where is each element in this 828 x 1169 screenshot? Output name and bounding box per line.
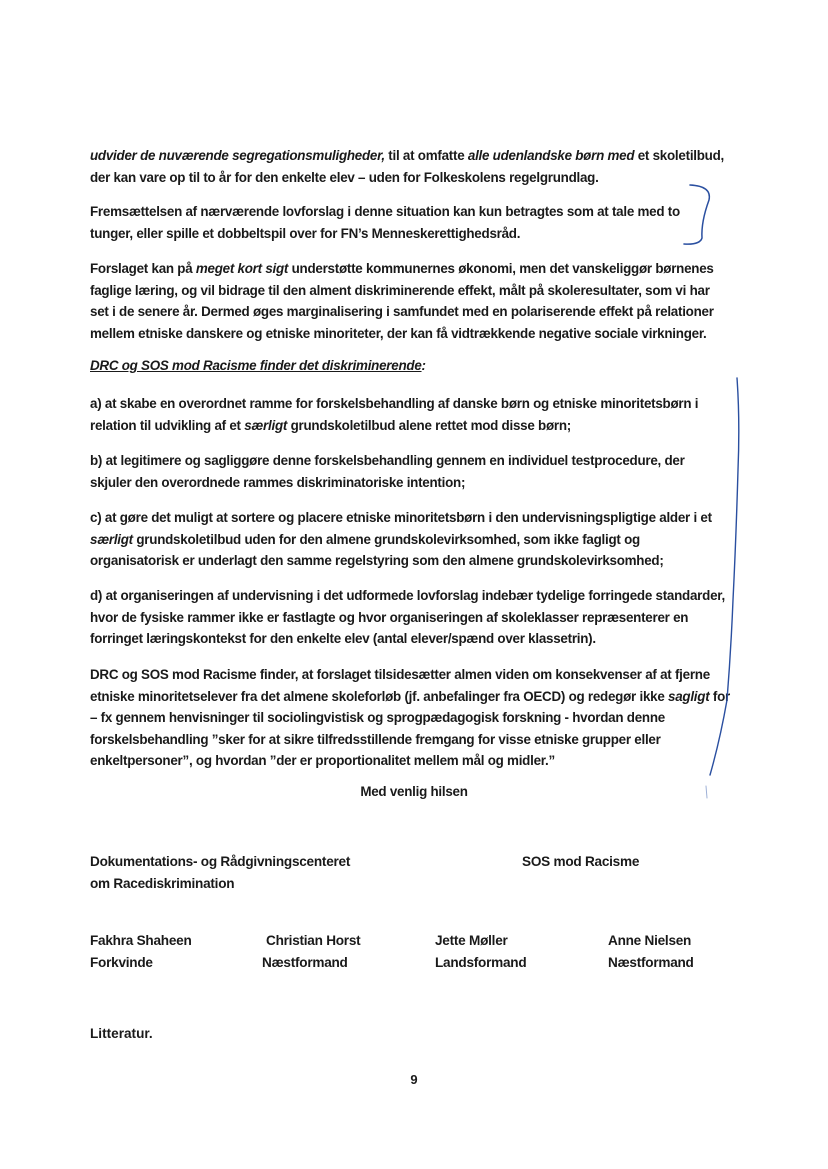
literature-heading: Litteratur.: [90, 1026, 153, 1041]
page-number: 9: [410, 1072, 418, 1087]
section-heading: DRC og SOS mod Racisme finder det diskriminerende:: [90, 358, 426, 373]
paragraph-conclusion: DRC og SOS mod Racisme finder, at forslaget tilsidesætter almen viden om konsekvenser af at fjerne etniske minoritetselever fra det almene skoleforløb (jf. anbefalinger fra OECD) og redegør ikke sagligt for – fx gennem henvisninger til sociolingvistisk og sprogpædagogisk forskning - hvordan denne forskelsbehandling ”sker for at sikre tilfredsstillende fremgang for visse etniske grupper eller enkeltpersoner”, og hvordan ”der er proportionalitet mellem mål og midler.”: [90, 667, 730, 768]
signatory: [90, 930, 192, 974]
list-item-c: c) at gøre det muligt at sortere og placere etniske minoritetsbørn i den undervisningspligtige alder i et særligt grundskoletilbud uden for den almene grundskolevirksomhed, som ikke fagligt og organisatorisk er underlagt den samme regelstyring som den almene grundskolevirksomhed;: [90, 510, 712, 568]
organization-sos: SOS mod Racisme: [522, 854, 640, 869]
signatory: [262, 930, 360, 974]
signatory-role: Landsformand: [435, 955, 527, 970]
signatory-role: Forkvinde: [90, 955, 153, 970]
paragraph-economy: Forslaget kan på meget kort sigt understøtte kommunernes økonomi, men det vanskeliggør børnenes faglige læring, og vil bidrage til den alment diskriminerende effekt, målt på skoleresultater, som vi har set i de senere år. Dermed øges marginalisering i samfundet med en polariserende effekt på relationer mellem etniske danskere og etniske minoriteter, der kan få vidtrækkende negative sociale virkninger.: [90, 261, 714, 341]
signatory: [435, 930, 526, 974]
emphasis-text: udvider de nuværende segregationsmuligheder,: [90, 148, 385, 163]
signatory-name: Fakhra Shaheen: [90, 933, 192, 948]
emphasis-text: meget kort sigt: [195, 261, 289, 276]
paragraph-double-game: Fremsættelsen af nærværende lovforslag i denne situation kan kun betragtes som at tale med to tunger, eller spille et dobbeltspil over for FN’s Menneskerettighedsråd.: [90, 204, 680, 241]
emphasis-text: sagligt: [668, 688, 710, 704]
signatory-name: Jette Møller: [435, 933, 508, 948]
signatory-role: Næstformand: [608, 955, 694, 970]
paragraph-segregation: udvider de nuværende segregationsmuligheder, til at omfatte alle udenlandske børn med et skoletilbud, der kan vare op til to år for den enkelte elev – uden for Folkeskolens regelgrundlag.: [90, 148, 725, 185]
emphasis-text: særligt: [244, 417, 288, 433]
emphasis-text: særligt: [90, 531, 133, 547]
signatory-name: Christian Horst: [266, 933, 361, 948]
list-item-a: a) at skabe en overordnet ramme for forskelsbehandling af danske børn og etniske minoritetsbørn i relation til udvikling af et særligt grundskoletilbud alene rettet mod disse børn;: [90, 396, 699, 433]
emphasis-text: alle udenlandske børn med: [467, 148, 635, 163]
signatory-name: Anne Nielsen: [608, 933, 692, 948]
signatory-role: Næstformand: [262, 955, 348, 970]
signatory: [608, 930, 694, 974]
list-item-b: b) at legitimere og sagliggøre denne forskelsbehandling gennem en individuel testprocedure, der skjuler den overordnede rammes diskriminatoriske intention;: [90, 453, 685, 490]
list-item-d: d) at organiseringen af undervisning i det udformede lovforslag indebær tydelige forringede standarder, hvor de fysiske rammer ikke er fastlagte og hvor organiseringen af skoleklasser repræsenterer en forringet læringskontekst for den enkelte elev (antal elever/spænd over klassetrin).: [90, 588, 725, 646]
closing-greeting: Med venlig hilsen: [360, 784, 468, 799]
organization-drc: Dokumentations- og Rådgivningscenteret om Racediskrimination: [90, 854, 351, 891]
